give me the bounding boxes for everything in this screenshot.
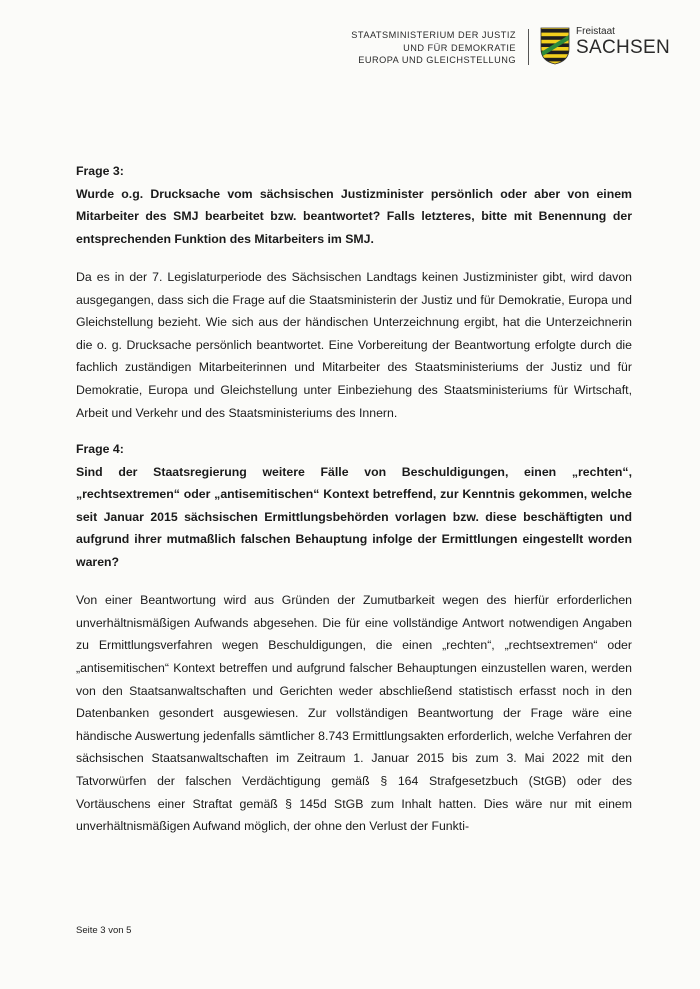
- brand-freistaat: Freistaat: [576, 26, 615, 37]
- frage3-answer: Da es in der 7. Legislaturperiode des Sächsischen Landtags keinen Justizminister gibt, wird davon ausgegangen, dass sich die Frage auf die Staatsministerin der Justiz und für Demokratie, Europa und Gleichstellung bezieht. Wie sich aus der händischen Unterzeichnung ergibt, hat die Unterzeichnerin die o. g. Drucksache persönlich beantwortet. Eine Vorbereitung der Beantwortung erfolgte durch die fachlich zuständigen Mitarbeiterinnen und Mitarbeiter des Staatsministeriums der Justiz und für Demokratie, Europa und Gleichstellung unter Einbeziehung des Staatsministeriums für Wirtschaft, Arbeit und Verkehr und des Staatsministeriums des Innern.: [76, 270, 632, 420]
- ministry-line-3: EUROPA UND GLEICHSTELLUNG: [358, 55, 517, 65]
- saxony-coat-of-arms-icon: [540, 27, 570, 65]
- page-number: Seite 3 von 5: [76, 925, 132, 936]
- ministry-line-2: UND FÜR DEMOKRATIE: [403, 42, 517, 53]
- frage3-label: Frage 3:: [76, 164, 124, 178]
- brand: [576, 27, 670, 57]
- ministry-line-1: STAATSMINISTERIUM DER JUSTIZ: [351, 30, 517, 40]
- frage3-question: Wurde o.g. Drucksache vom sächsischen Justizminister persönlich oder aber von einem Mitarbeiter des SMJ bearbeitet bzw. beantwortet? Falls letzteres, bitte mit Benennung der entsprechenden Funktion des Mitarbeiters im SMJ.: [76, 186, 632, 246]
- brand-sachsen: SACHSEN: [576, 37, 670, 58]
- ministry-name: [351, 27, 516, 67]
- frage4-label: Frage 4:: [76, 442, 124, 457]
- frage4-answer: Von einer Beantwortung wird aus Gründen der Zumutbarkeit wegen des hierfür erforderlichen unverhältnismäßigen Aufwands abgesehen. Die für eine vollständige Antwort notwendigen Angaben zu Ermittlungsverfahren wegen Beschuldigungen, die einen „rechten“, „rechtsextremen“ oder „antisemitischen“ Kontext betreffen und aufgrund falscher Behauptungen einzustellen waren, werden von den Staatsanwaltschaften und Gerichten weder abschließend statistisch erfasst noch in den Datenbanken gesondert ausgewiesen. Zur vollständigen Beantwortung der Frage wäre eine händische Auswertung jedenfalls sämtlicher 8.743 Ermittlungsakten erforderlich, welche Verfahren der sächsischen Staatsanwaltschaften im Zeitraum 1. Januar 2015 bis zum 3. Mai 2022 mit den Tatvorwürfen der falschen Verdächtigung gemäß § 164 Strafgesetzbuch (StGB) oder des Vortäuschens einer Straftat gemäß § 145d StGB zum Inhalt hatten. Dies wäre nur mit einem unverhältnismäßigen Aufwand möglich, der ohne den Verlust der Funkti-: [76, 593, 632, 834]
- letterhead: [351, 27, 670, 67]
- frage4-question: Sind der Staatsregierung weitere Fälle von Beschuldigungen, einen „rechten“, „rechtsextremen“ oder „antisemitischen“ Kontext betreffend, zur Kenntnis gekommen, welche seit Januar 2015 sächsischen Ermittlungsbehörden vorlagen bzw. diese beschäftigten und aufgrund ihrer mutmaßlich falschen Behauptung infolge der Ermittlungen eingestellt worden waren?: [76, 464, 632, 569]
- document-body: [76, 160, 632, 838]
- letterhead-divider: [528, 29, 529, 65]
